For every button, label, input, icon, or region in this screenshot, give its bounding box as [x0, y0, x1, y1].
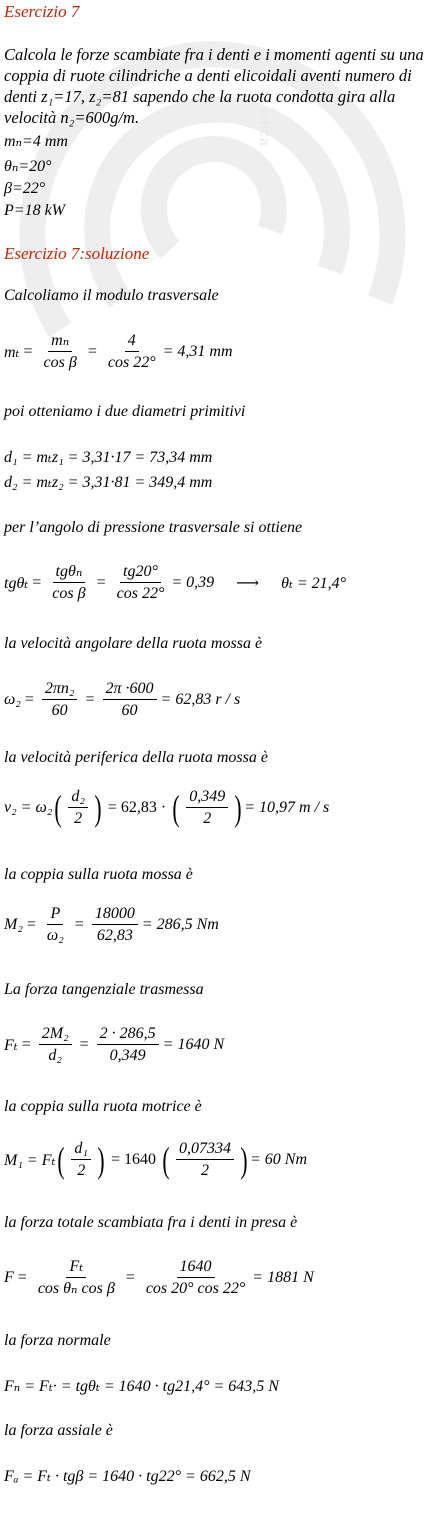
fraction-denominator: 60	[51, 702, 68, 719]
equation-d1: d₁ = mₜz₁ = 3,31·17 = 73,34 mm	[4, 449, 213, 466]
equation-d2: d₂ = mₜz₂ = 3,31·81 = 349,4 mm	[4, 474, 213, 491]
given-theta: θₙ=20°	[4, 158, 52, 175]
equation-fn: Fₙ = Fₜ· = tgθₜ = 1640 · tg21,4° = 643,5 N	[4, 1378, 279, 1395]
fraction	[92, 905, 138, 945]
equation-m2: M₂ = $\frac{P}{\text{ω₂}}$ = $\frac{18000}{62,83}$ = 286,5 Nm	[4, 905, 219, 944]
equation-modulo: mₜ = $\frac{\text{mₙ}}{\text{cos β}}$ = $\frac{4}{\cos 22^\circ}$ = 4,31 mm	[4, 332, 233, 371]
fraction-denominator: cos θₙ cos β	[37, 1280, 115, 1297]
text-forza-tangenziale: La forza tangenziale trasmessa	[4, 981, 204, 998]
fraction-numerator: 0,349	[186, 788, 228, 808]
fraction	[186, 788, 228, 828]
fraction-denominator: 2	[201, 1162, 209, 1179]
exercise-title: Esercizio 7	[4, 2, 80, 21]
fraction-denominator: 60	[121, 702, 138, 719]
fraction-numerator: 1640	[177, 1258, 215, 1278]
fraction-numerator: tgθₙ	[53, 563, 86, 583]
eq-result: = 4,31 mm	[162, 343, 233, 360]
fraction	[39, 1025, 72, 1065]
text-angolo: per l’angolo di pressione trasversale si ottiene	[4, 519, 303, 536]
fraction	[105, 332, 159, 372]
equation-f: F = $\frac{\text{Fₜ}}{\text{cos θₙ cos β}}$ = $\frac{1640}{\cos 20^\circ \cos 22^\circ}$ = 1881 N	[4, 1258, 314, 1297]
equation-m1: M₁ = Fₜ ( $\frac{\text{d₁}}{2}$ ) = 1640 ( $\frac{0,07334}{2}$ ) = 60 Nm	[4, 1140, 308, 1180]
fraction	[44, 905, 67, 945]
eq-result-theta: θₜ = 21,4°	[281, 575, 347, 592]
given-beta: β=22°	[4, 180, 46, 197]
fraction-numerator: mₙ	[48, 332, 72, 352]
fraction	[49, 563, 88, 603]
fraction	[103, 680, 157, 720]
eq-result: = 62,83 r / s	[160, 691, 241, 708]
equation-omega: ω₂ = $\frac{\text{2πn₂}}{60}$ = $\frac{2\pi \cdot 600}{60}$ = 62,83 r / s	[4, 680, 241, 719]
fraction-denominator: cos 22°	[107, 354, 156, 371]
equation-fa: Fₐ = Fₜ · tgβ = 1640 · tg22° = 662,5 N	[4, 1468, 251, 1485]
equation-ft: Fₜ = $\frac{\text{2M₂}}{\text{d₂}}$ = $\frac{2 \cdot 286,5}{0,349}$ = 1640 N	[4, 1025, 225, 1064]
fraction-numerator: 2M₂	[39, 1025, 72, 1045]
fraction-numerator: 2π ·600	[103, 680, 157, 700]
eq-result: = 286,5 Nm	[141, 916, 219, 933]
fraction	[97, 1025, 159, 1065]
text-forza-totale: la forza totale scambiata fra i denti in presa è	[4, 1214, 298, 1231]
fraction	[35, 1258, 118, 1298]
eq-lhs: mₜ	[4, 344, 20, 361]
text-modulo: Calcoliamo il modulo trasversale	[4, 287, 219, 304]
text-vel-angolare: la velocità angolare della ruota mossa è	[4, 635, 263, 652]
text-forza-normale: la forza normale	[4, 1332, 111, 1349]
fraction-denominator: cos β	[52, 585, 86, 602]
fraction-numerator: P	[47, 905, 63, 925]
eq-result: = 0,39	[171, 574, 215, 591]
eq-lhs: v₂ = ω₂	[4, 799, 53, 816]
problem-statement: Calcola le forze scambiate fra i denti e i momenti agenti su una coppia di ruote cilindriche a denti elicoidali aventi numero di denti z₁=17, z₂=81 sapendo che la ruota condotta gira alla velocità n₂=600g/m.	[4, 45, 424, 127]
given-power: P=18 kW	[4, 202, 65, 219]
fraction-numerator: tg20°	[120, 563, 161, 583]
equation-angolo: tgθₜ = $\frac{\text{tgθₙ}}{\text{cos β}}$ = $\frac{tg20^\circ}{\cos 22^\circ}$ = 0,39 ⟶ θₜ = 21,4°	[4, 563, 347, 602]
eq-result: = 60 Nm	[250, 1151, 308, 1168]
fraction-denominator: 2	[74, 810, 83, 827]
fraction-numerator: 2 · 286,5	[97, 1025, 159, 1045]
fraction-denominator: 2	[77, 1162, 86, 1179]
given-mn: mₙ=4 mm	[4, 133, 68, 150]
fraction-numerator: Fₜ	[66, 1258, 86, 1278]
fraction-numerator: 0,07334	[176, 1140, 234, 1160]
eq-result: = 10,97 m / s	[244, 799, 330, 816]
eq-middle: = 1640	[110, 1151, 156, 1168]
eq-result: = 1881 N	[252, 1269, 314, 1286]
text-vel-periferica: la velocità periferica della ruota mossa è	[4, 749, 268, 766]
eq-lhs: Fₜ	[4, 1037, 18, 1054]
fraction	[176, 1140, 234, 1180]
fraction-denominator: ω₂	[46, 927, 64, 944]
fraction-denominator: 2	[203, 810, 212, 827]
eq-lhs: M₁ = Fₜ	[4, 1152, 56, 1169]
arrow-icon: ⟶	[236, 575, 260, 592]
text-coppia-motrice: la coppia sulla ruota motrice è	[4, 1098, 202, 1115]
fraction-denominator: 0,349	[109, 1047, 146, 1064]
fraction-numerator: d₁	[71, 1140, 91, 1160]
text-coppia-mossa: la coppia sulla ruota mossa è	[4, 866, 193, 883]
solution-title: Esercizio 7:soluzione	[4, 244, 150, 263]
fraction-denominator: cos β	[43, 354, 77, 371]
equation-v2: v₂ = ω₂ ( $\frac{\text{d₂}}{2}$ ) = 62,83 · ( $\frac{0,349}{2}$ ) = 10,97 m / s	[4, 788, 330, 828]
fraction	[68, 788, 88, 828]
fraction	[143, 1258, 248, 1298]
fraction-denominator: cos 22°	[116, 585, 165, 602]
text-forza-assiale: la forza assiale è	[4, 1422, 113, 1439]
fraction	[41, 332, 80, 372]
fraction-denominator: d₂	[48, 1047, 62, 1064]
eq-lhs: tgθₜ	[4, 575, 29, 592]
fraction	[71, 1140, 91, 1180]
eq-result: = 1640 N	[162, 1036, 225, 1053]
eq-lhs: M₂	[4, 916, 23, 933]
eq-lhs: F	[4, 1269, 14, 1286]
watermark-text: cnica	[256, 109, 273, 147]
fraction-denominator: 62,83	[96, 927, 133, 944]
fraction-numerator: 18000	[92, 905, 138, 925]
fraction-numerator: d₂	[68, 788, 88, 808]
fraction	[114, 563, 168, 603]
text-diametri: poi otteniamo i due diametri primitivi	[4, 403, 246, 420]
fraction-numerator: 2πn₂	[42, 680, 78, 700]
fraction	[42, 680, 78, 720]
eq-lhs: ω₂	[4, 691, 21, 708]
eq-middle: = 62,83 ·	[107, 799, 167, 816]
fraction-denominator: cos 20° cos 22°	[145, 1280, 246, 1297]
fraction-numerator: 4	[125, 332, 139, 352]
